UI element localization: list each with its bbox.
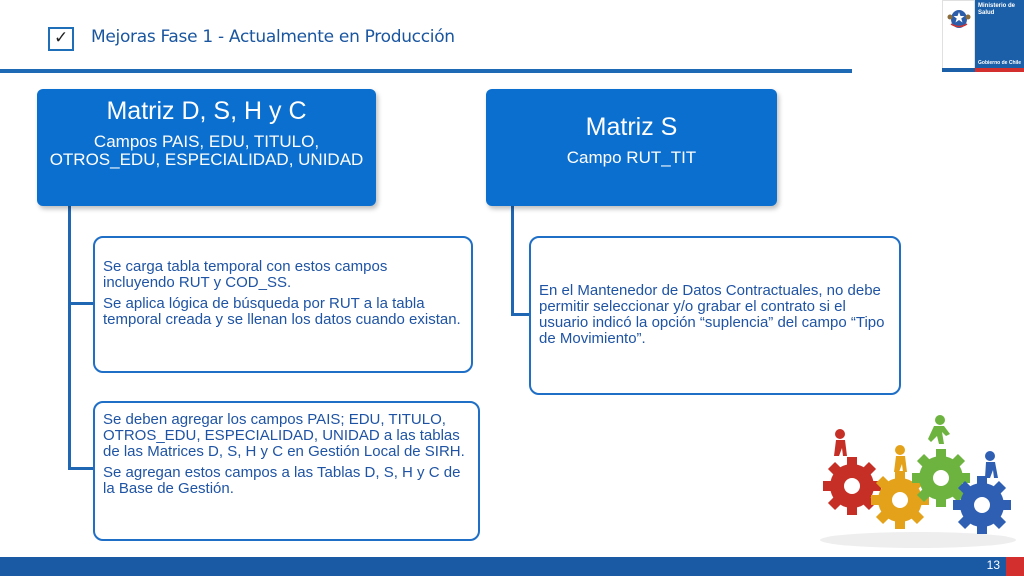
matrix-s-title: Matriz S	[585, 113, 678, 141]
connector-left-vertical	[68, 206, 71, 470]
government-label: Gobierno de Chile	[978, 60, 1022, 66]
checkbox-icon	[48, 27, 74, 51]
connector-left-branch1	[68, 302, 94, 305]
connector-left-branch2	[68, 467, 94, 470]
ministry-name-line1: Ministerio de	[978, 3, 1016, 9]
red-gear-icon	[823, 457, 881, 515]
add-fields-box	[93, 401, 480, 541]
blue-gear-icon	[953, 476, 1011, 534]
matrix-dshc-title: Matriz D, S, H y C	[106, 97, 307, 125]
footer-bar	[0, 557, 1024, 576]
add-fields-text-1: Se deben agregar los campos PAIS; EDU, TITULO, OTROS_EDU, ESPECIALIDAD, UNIDAD a las tablas de las Matrices D, S, H y C en Gestión Local de SIRH.	[103, 411, 465, 460]
contract-maintainer-text: En el Mantenedor de Datos Contractuales, no debe permitir seleccionar y/o grabar el contrato si el usuario indicó la opción “suplencia” del campo “Tipo de Movimiento”.	[539, 282, 885, 347]
red-figure-icon	[834, 429, 847, 456]
matrix-dshc-box	[37, 89, 376, 206]
blue-figure-icon	[985, 451, 998, 478]
matrix-s-subtitle: Campo RUT_TIT	[566, 148, 697, 167]
page-number: 13	[986, 558, 1000, 572]
coat-of-arms-icon	[946, 5, 972, 31]
title-divider	[0, 69, 852, 73]
contract-maintainer-box	[529, 236, 901, 395]
checkmark: ✓	[54, 28, 69, 48]
ministry-logo	[942, 0, 1024, 72]
temp-table-text-2: Se aplica lógica de búsqueda por RUT a la tabla temporal creada y se llenan los datos cuando existan.	[103, 295, 461, 328]
temp-table-box	[93, 236, 473, 373]
connector-right-branch	[511, 313, 530, 316]
matrix-dshc-subtitle: Campos PAIS, EDU, TITULO, OTROS_EDU, ESPECIALIDAD, UNIDAD	[49, 132, 364, 169]
matrix-s-box	[486, 89, 777, 206]
green-figure-icon	[928, 415, 950, 444]
add-fields-text-2: Se agregan estos campos a las Tablas D, S, H y C de la Base de Gestión.	[103, 464, 461, 497]
connector-right-vertical	[511, 206, 514, 316]
ministry-name-line2: Salud	[978, 10, 995, 16]
yellow-figure-icon	[894, 445, 907, 472]
slide-title: Mejoras Fase 1 - Actualmente en Producción	[91, 27, 455, 47]
temp-table-text-1: Se carga tabla temporal con estos campos incluyendo RUT y COD_SS.	[103, 258, 388, 291]
teamwork-gears-illustration	[818, 408, 1018, 550]
